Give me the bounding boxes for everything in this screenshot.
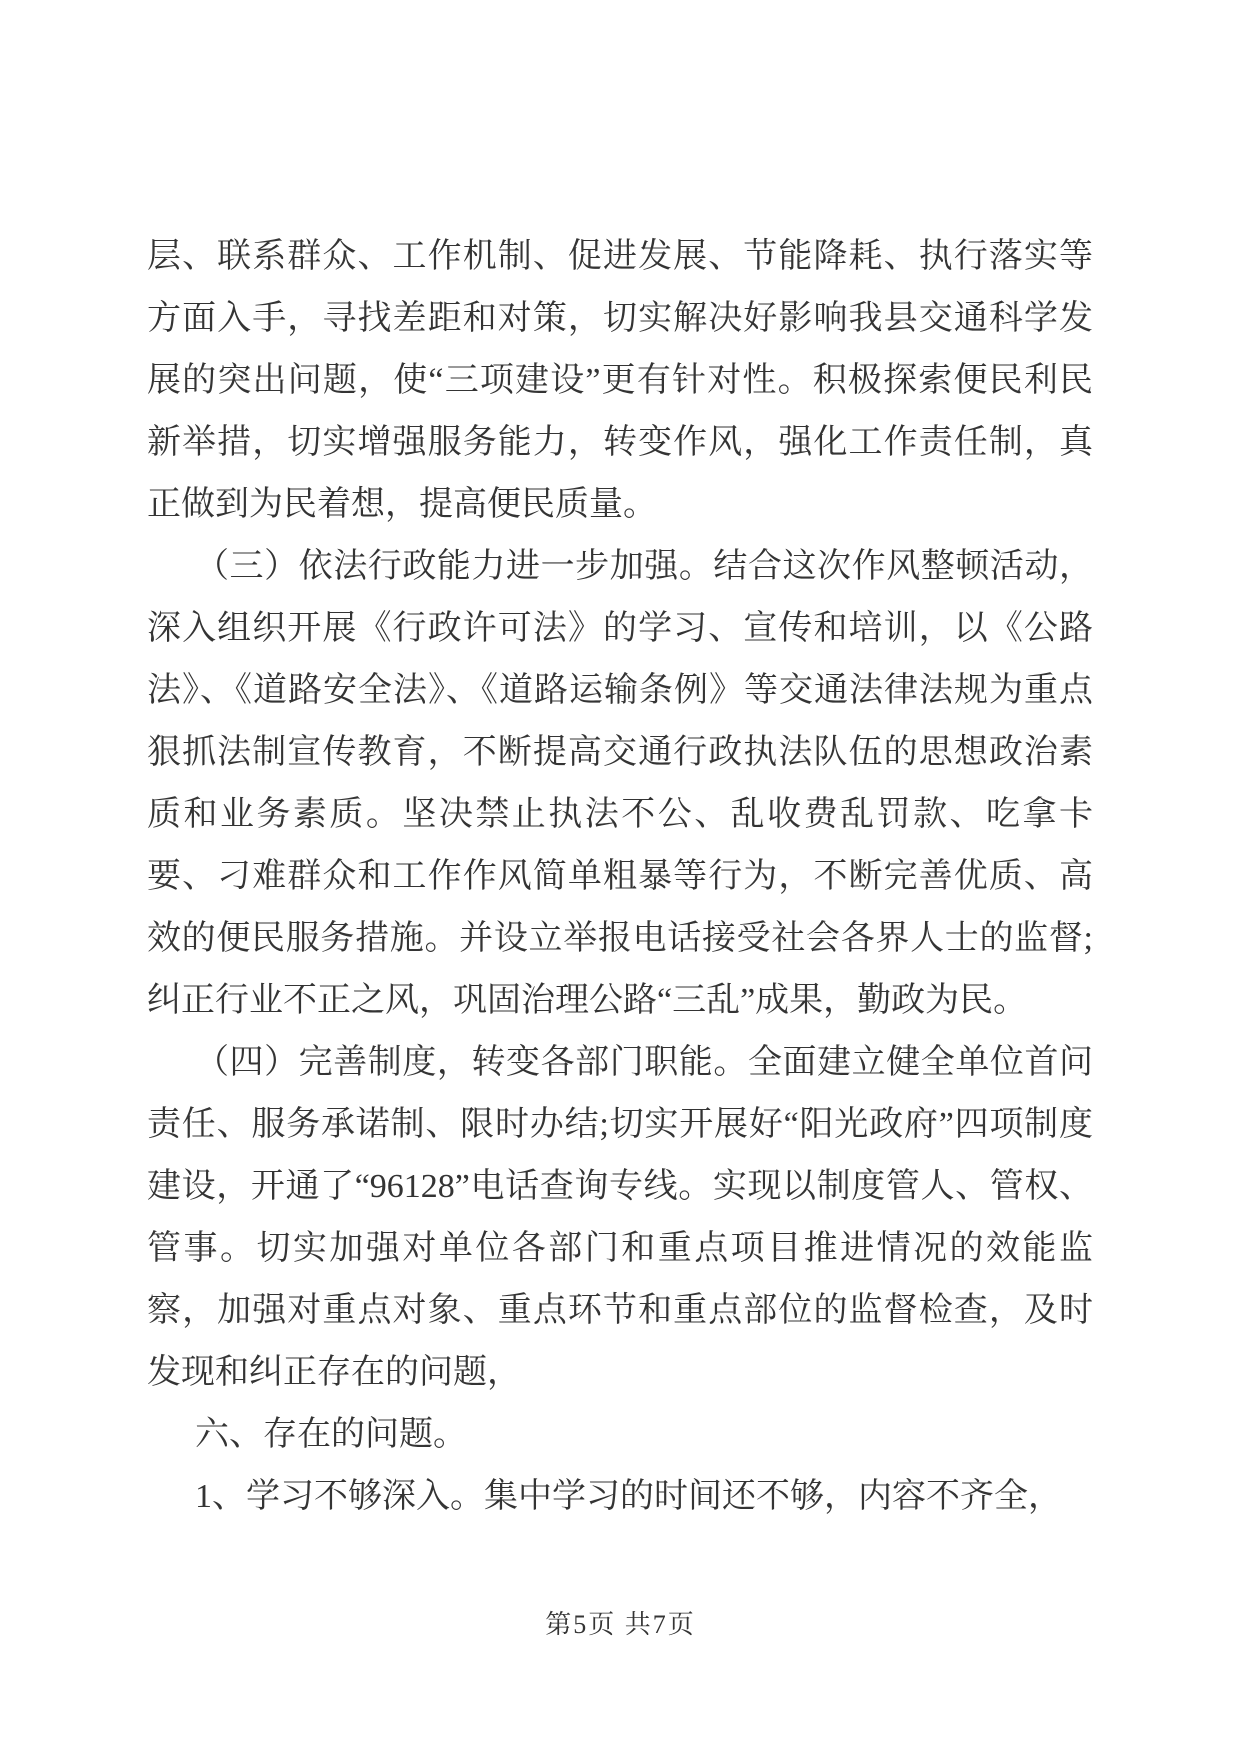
page-number-label: 第5页 共7页 (545, 1610, 696, 1639)
paragraph-item-one: 1、学习不够深入。集中学习的时间还不够，内容不齐全， (195, 1478, 1062, 1515)
page-footer (0, 1608, 1241, 1642)
paragraph-section-three: （三）依法行政能力进一步加强。结合这次作风整顿活动，深入组织开展《行政许可法》的学习、宣传和培训，以《公路法》、《道路安全法》、《道路运输条例》等交通法律法规为重点狠抓法制宣传教育，不断提高交通行政执法队伍的思想政治素质和业务素质。坚决禁止执法不公、乱收费乱罚款、吃拿卡要、刁难群众和工作作风简单粗暴等行为，不断完善优质、高效的便民服务措施。并设立举报电话接受社会各界人士的监督;纠正行业不正之风，巩固治理公路“三乱”成果，勤政为民。 (147, 548, 1093, 1019)
paragraph-continuation: 层、联系群众、工作机制、促进发展、节能降耗、执行落实等方面入手，寻找差距和对策，切实解决好影响我县交通科学发展的突出问题，使“三项建设”更有针对性。积极探索便民利民新举措，切实增强服务能力，转变作风，强化工作责任制，真正做到为民着想，提高便民质量。 (147, 238, 1093, 523)
paragraph-section-four: （四）完善制度，转变各部门职能。全面建立健全单位首问责任、服务承诺制、限时办结;切实开展好“阳光政府”四项制度建设，开通了“96128”电话查询专线。实现以制度管人、管权、管事。切实加强对单位各部门和重点项目推进情况的效能监察，加强对重点对象、重点环节和重点部位的监督检查，及时发现和纠正存在的问题， (147, 1044, 1093, 1391)
paragraph-heading-six: 六、存在的问题。 (195, 1416, 467, 1453)
document-body (147, 226, 1093, 1528)
